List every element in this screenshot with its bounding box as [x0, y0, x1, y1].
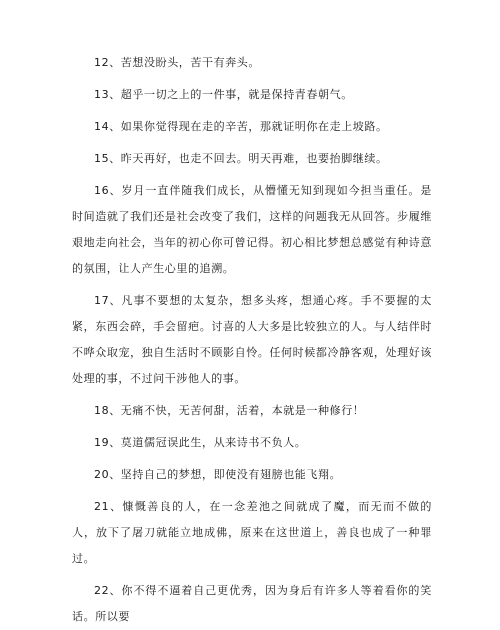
quote-22: 22、你不得不逼着自己更优秀，因为身后有许多人等着看你的笑话。所以要: [72, 584, 432, 623]
quote-12: 12、苦想没盼头，苦干有奔头。: [94, 56, 260, 69]
quote-21: 21、慷慨善良的人，在一念差池之间就成了魔，而无而不做的人，放下了屠刀就能立地成佛，原来在这世道上，善良也成了一种罪过。: [72, 500, 432, 565]
quote-18: 18、无痛不快，无苦何甜，活着，本就是一种修行！: [94, 404, 365, 417]
quote-17: 17、凡事不要想的太复杂，想多头疼，想通心疼。手不要握的太紧，东西会碎，手会留疤。讨喜的人大多是比较独立的人。与人结伴时不哗众取宠，独自生活时不顾影自怜。任何时候都冷静客观，处理好该处理的事，不过问干涉他人的事。: [72, 294, 432, 385]
quote-20: 20、坚持自己的梦想，即使没有翅膀也能飞翔。: [94, 468, 342, 481]
quote-13: 13、超乎一切之上的一件事，就是保持青春朝气。: [94, 88, 353, 101]
quote-list: [72, 50, 432, 630]
quote-14: 14、如果你觉得现在走的辛苦，那就证明你在走上坡路。: [94, 120, 388, 133]
quote-16: 16、岁月一直伴随我们成长，从懵懂无知到现如今担当重任。是时间造就了我们还是社会改变了我们，这样的问题我无从回答。步履维艰地走向社会，当年的初心你可曾记得。初心相比梦想总感觉有种诗意的氛围，让人产生心里的追溯。: [72, 184, 432, 275]
quote-19: 19、莫道儒冠误此生，从来诗书不负人。: [94, 436, 307, 449]
quote-15: 15、昨天再好，也走不回去。明天再难，也要抬脚继续。: [94, 152, 388, 165]
